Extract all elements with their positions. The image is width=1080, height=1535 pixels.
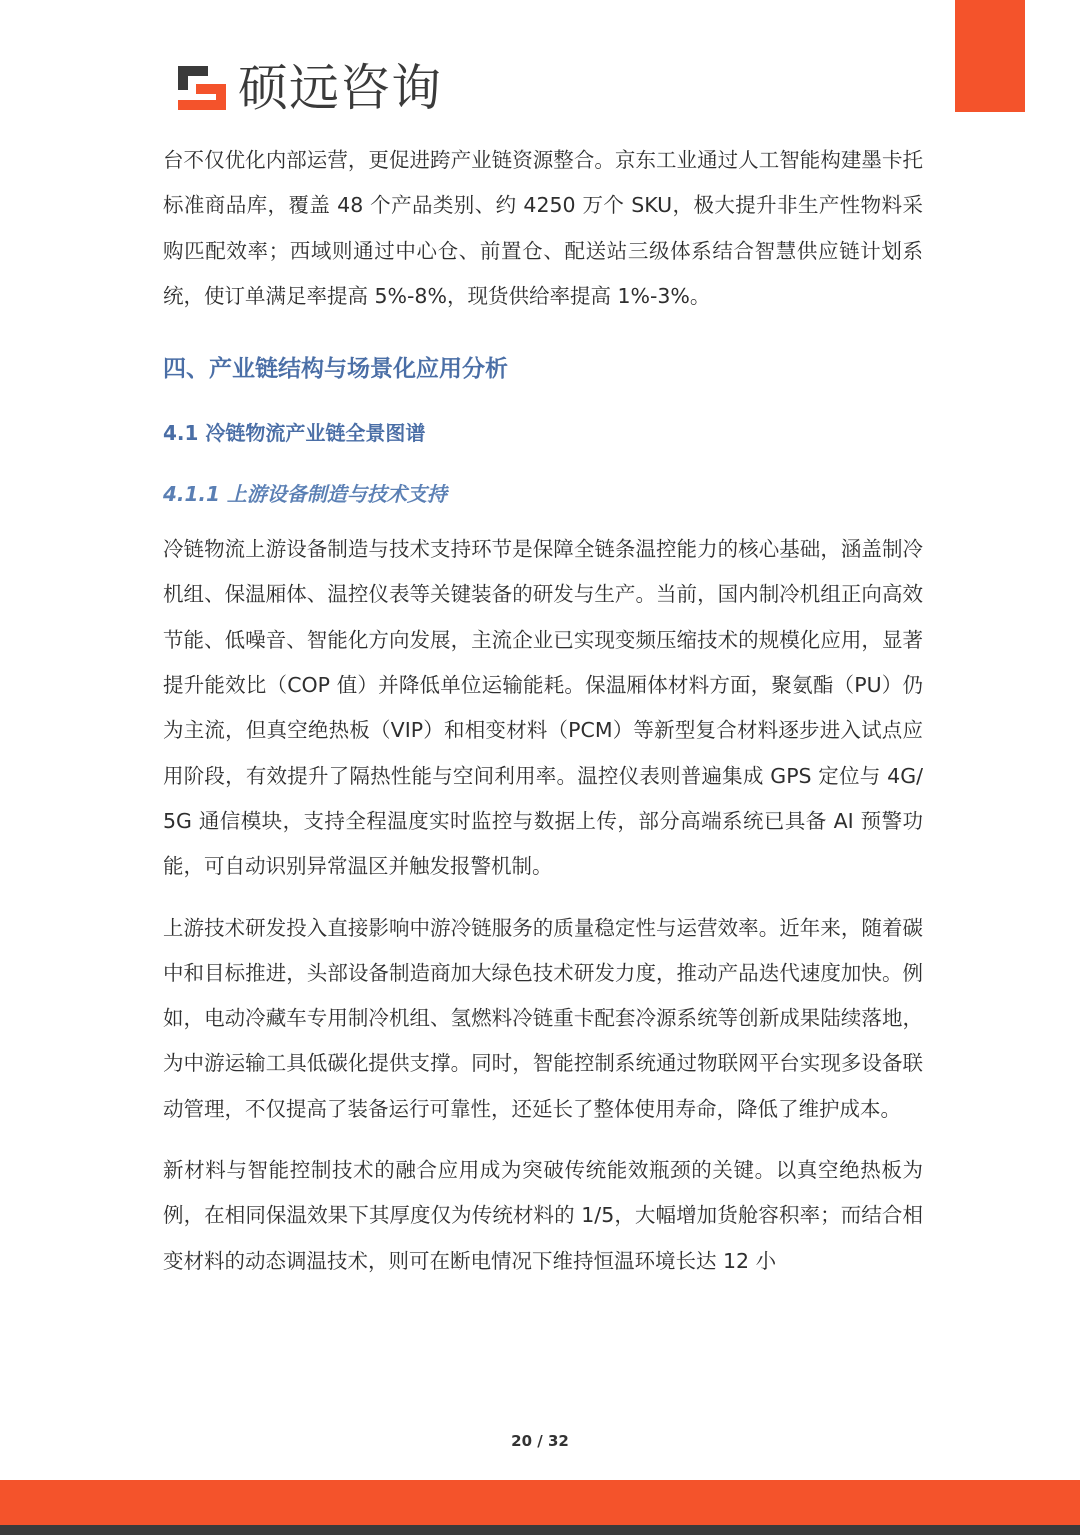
footer-dark-strip	[0, 1525, 1080, 1535]
brand-name: 硕远咨询	[238, 59, 442, 117]
footer-accent-bar	[0, 1480, 1080, 1525]
paragraph-rnd: 上游技术研发投入直接影响中游冷链服务的质量稳定性与运营效率。近年来，随着碳中和目标推进，头部设备制造商加大绿色技术研发力度，推动产品迭代速度加快。例如，电动冷藏车专用制冷机组、氢燃料冷链重卡配套冷源系统等创新成果陆续落地，为中游运输工具低碳化提供支撑。同时，智能控制系统通过物联网平台实现多设备联动管理，不仅提高了装备运行可靠性，还延长了整体使用寿命，降低了维护成本。	[163, 915, 923, 1121]
paragraph-materials: 新材料与智能控制技术的融合应用成为突破传统能效瓶颈的关键。以真空绝热板为例，在相同保温效果下其厚度仅为传统材料的 1/5，大幅增加货舱容积率；而结合相变材料的动态调温技术，则可在断电情况下维持恒温环境长达 12 小	[163, 1158, 923, 1273]
sub-subsection-heading: 4.1.1 上游设备制造与技术支持	[163, 482, 447, 507]
corner-accent-block	[955, 0, 1025, 112]
brand-header	[174, 58, 442, 118]
sy-logo-icon	[174, 62, 230, 114]
section-heading: 四、产业链结构与场景化应用分析	[163, 356, 508, 383]
document-body	[163, 138, 923, 1284]
paragraph-upstream: 冷链物流上游设备制造与技术支持环节是保障全链条温控能力的核心基础，涵盖制冷机组、保温厢体、温控仪表等关键装备的研发与生产。当前，国内制冷机组正向高效节能、低噪音、智能化方向发展，主流企业已实现变频压缩技术的规模化应用，显著提升能效比（COP 值）并降低单位运输能耗。保温厢体材料方面，聚氨酯（PU）仍为主流，但真空绝热板（VIP）和相变材料（PCM）等新型复合材料逐步进入试点应用阶段，有效提升了隔热性能与空间利用率。温控仪表则普遍集成 GPS 定位与 4G/5G 通信模块，支持全程温度实时监控与数据上传，部分高端系统已具备 AI 预警功能，可自动识别异常温区并触发报警机制。	[163, 537, 923, 879]
page-number: 20 / 32	[511, 1432, 569, 1450]
paragraph-intro: 台不仅优化内部运营，更促进跨产业链资源整合。京东工业通过人工智能构建墨卡托标准商品库，覆盖 48 个产品类别、约 4250 万个 SKU，极大提升非生产性物料采购匹配效率；西域则通过中心仓、前置仓、配送站三级体系结合智慧供应链计划系统，使订单满足率提高 5%-8%，现货供给率提高 1%-3%。	[163, 148, 923, 308]
subsection-heading: 4.1 冷链物流产业链全景图谱	[163, 421, 426, 446]
